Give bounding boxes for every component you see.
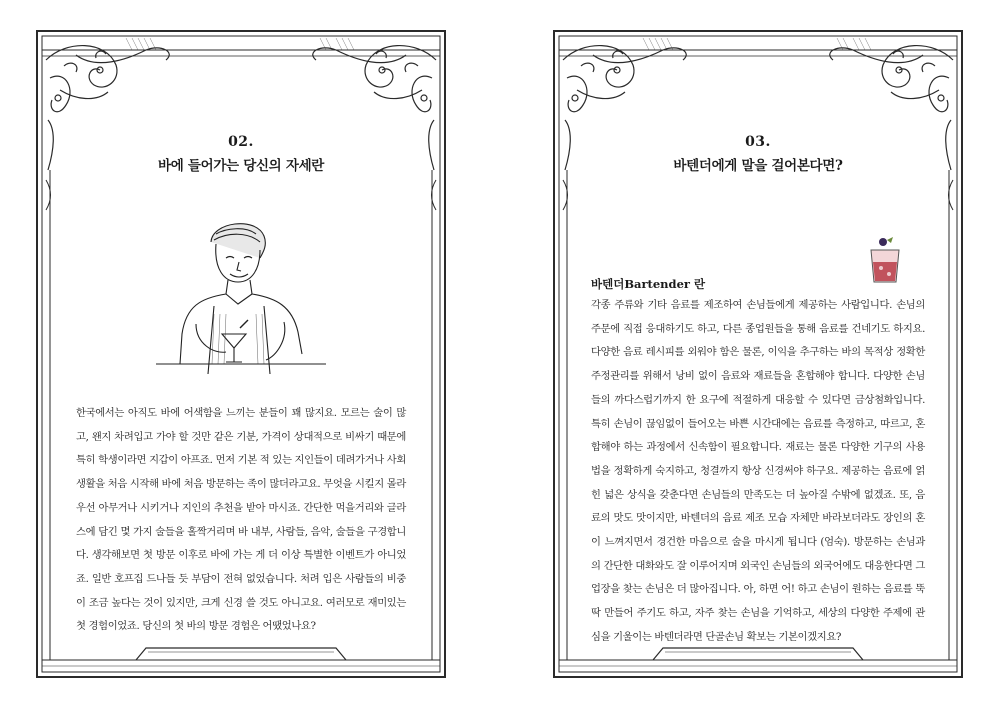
chapter-body-text: 각종 주류와 기타 음료를 제조하여 손님들에게 제공하는 사람입니다. 손님의 주문에 직접 응대하기도 하고, 다른 종업원들을 통해 음료를 건네기도 하지요. 다양한 음료 레시피를 외워야 함은 물론, 이익을 추구하는 바의 목적상 정확한 주정관리를 위해서 낭비 없이 음료와 재료들을 혼합해야 합니다. 다양한 손님들의 까다스럽기까지 한 요구에 적절하게 대응할 수 있다면 금상첨화입니다. 특히 손님이 끊임없이 들어오는 바쁜 시간대에는 음료를 측정하고, 따르고, 혼합해야 하는 과정에서 신속함이 필요합니다. 재료는 물론 다양한 기구의 사용법을 정확하게 숙지하고, 청결까지 항상 신경써야 하구요. 제공하는 음료에 얽힌 넓은 상식을 갖춘다면 손님들의 만족도는 더 높아질 수밖에 없겠죠. 또, 음료의 맛도 맛이지만, 바텐더의 음료 제조 모습 자체만 바라보더라도 장인의 혼이 느껴지면서 경건한 마음으로 술을 마시게 됩니다 (엄숙). 방문하는 손님과의 간단한 대화와도 잘 이루어지며 외국인 손님들의 외국어에도 대응한다면 그 업장을 찾는 손님은 더 많아집니다. 아, 하면 어! 하고 손님이 원하는 음료를 뚝딱 만들어 주기도 하고, 자주 찾는 손님을 기억하고, 세상의 다양한 주제에 관심을 기울이는 바텐더라면 단골손님 확보는 기본이겠지요? xyxy=(591,299,925,643)
chapter-body-text: 한국에서는 아직도 바에 어색함을 느끼는 분들이 꽤 많지요. 모르는 술이 많고, 왠지 차려입고 가야 할 것만 같은 기분, 가격이 상대적으로 비싸기 때문에 특히 학생이라면 지갑이 아프죠. 먼저 기본 적 있는 지인들이 데려가거나 사회생활을 처음 시작해 바에 처음 방문하는 족이 많더라고요. 무엇을 시킬지 몰라 우선 아무거나 시키거나 지인의 추천을 받아 마시죠. 간단한 먹을거리와 글라스에 담긴 몇 가지 술들을 홀짝거리며 바 내부, 사람들, 음악, 술들을 구경합니다. 생각해보면 첫 방문 이후로 바에 가는 게 더 이상 특별한 이벤트가 아니었죠. 일반 호프집 드나들 듯 부담이 전혀 없었습니다. 처려 입은 사람들의 비중이 조금 높다는 것이 있지만, 크게 신경 쓸 것도 아니고요. 여러모로 재미있는 첫 경험이었죠. 당신의 첫 바의 방문 경험은 어땠었나요? xyxy=(76,407,406,633)
chapter-number: 02. xyxy=(228,134,254,150)
left-page xyxy=(36,30,446,678)
right-page xyxy=(553,30,963,678)
chapter-title: 바에 들어가는 당신의 자세란 xyxy=(157,158,325,174)
chapter-title: 바텐더에게 말을 걸어본다면? xyxy=(673,158,843,174)
section-subheading: 바텐더Bartender 란 xyxy=(591,277,706,291)
chapter-number: 03. xyxy=(745,134,771,150)
chapter-heading-left xyxy=(36,134,446,174)
cocktail-glass-icon xyxy=(867,236,903,286)
chapter-heading-right xyxy=(553,134,963,174)
bartender-illustration xyxy=(156,214,326,374)
